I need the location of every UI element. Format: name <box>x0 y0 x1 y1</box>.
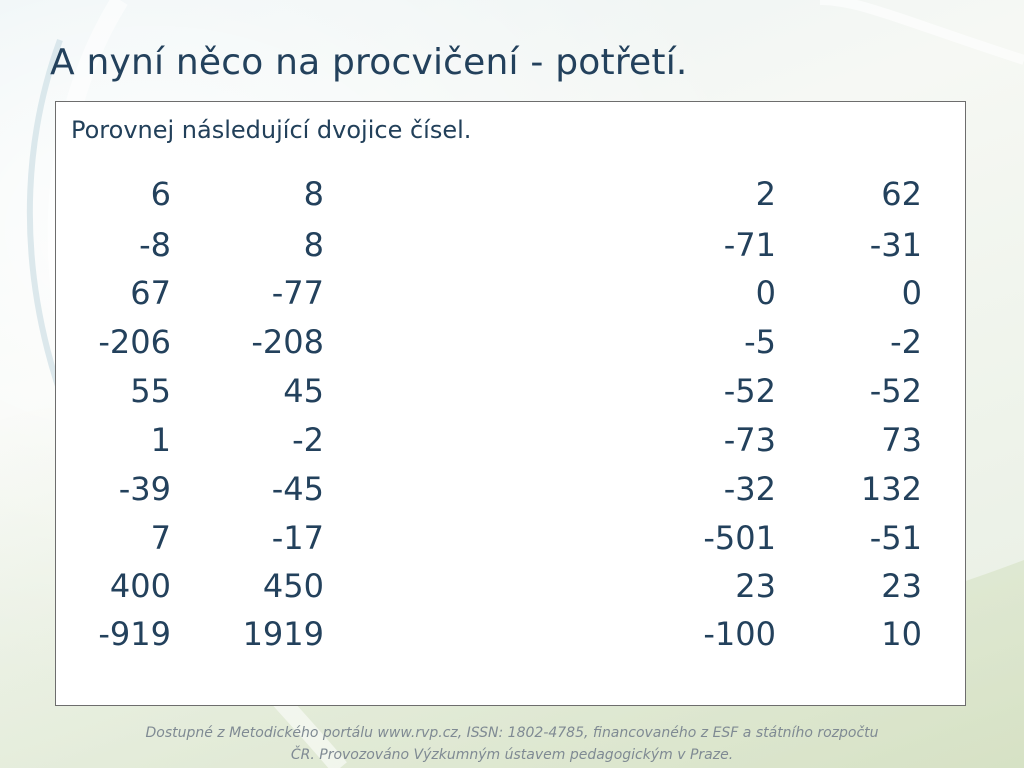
right-pair-first-number: -73 <box>723 421 776 459</box>
pair-row <box>56 518 967 558</box>
left-pair-second-number: 450 <box>262 567 324 605</box>
right-pair-first-number: 23 <box>735 567 776 605</box>
left-pair-first-number: 7 <box>150 519 171 557</box>
footer-credit <box>0 722 1024 766</box>
right-pair-second-number: 0 <box>901 274 922 312</box>
left-pair-second-number: -208 <box>251 323 324 361</box>
right-pair-second-number: 132 <box>860 470 922 508</box>
footer-line-1: Dostupné z Metodického portálu www.rvp.cz, ISSN: 1802-4785, financovaného z ESF a státního rozpočtu <box>145 725 879 741</box>
right-pair-first-number: 2 <box>755 175 776 213</box>
pair-row <box>56 614 967 654</box>
left-pair-first-number: 1 <box>150 421 171 459</box>
pair-row <box>56 420 967 460</box>
right-pair-first-number: -32 <box>723 470 776 508</box>
left-pair-first-number: 6 <box>150 175 171 213</box>
left-pair-first-number: -39 <box>118 470 171 508</box>
pair-row <box>56 566 967 606</box>
left-pair-second-number: -45 <box>271 470 324 508</box>
pair-row <box>56 273 967 313</box>
exercise-box <box>55 101 966 706</box>
left-pair-first-number: 67 <box>130 274 171 312</box>
left-pair-second-number: 45 <box>283 372 324 410</box>
right-pair-second-number: 23 <box>881 567 922 605</box>
left-pair-first-number: 55 <box>130 372 171 410</box>
right-pair-second-number: -2 <box>890 323 922 361</box>
left-pair-first-number: 400 <box>109 567 171 605</box>
footer-line-2: ČR. Provozováno Výzkumným ústavem pedagogickým v Praze. <box>290 747 734 763</box>
pair-row <box>56 469 967 509</box>
right-pair-second-number: 73 <box>881 421 922 459</box>
left-pair-first-number: -206 <box>98 323 171 361</box>
right-pair-first-number: -71 <box>723 226 776 264</box>
right-pair-first-number: 0 <box>755 274 776 312</box>
left-pair-second-number: -77 <box>271 274 324 312</box>
left-pair-second-number: -2 <box>292 421 324 459</box>
left-pair-second-number: 8 <box>303 226 324 264</box>
right-pair-second-number: -51 <box>869 519 922 557</box>
right-pair-first-number: -501 <box>703 519 776 557</box>
right-pair-second-number: 10 <box>881 615 922 653</box>
pair-row <box>56 174 967 214</box>
left-pair-second-number: 1919 <box>242 615 324 653</box>
pair-row <box>56 322 967 362</box>
left-pair-first-number: -8 <box>139 226 171 264</box>
instruction-text: Porovnej následující dvojice čísel. <box>71 116 472 144</box>
right-pair-second-number: -31 <box>869 226 922 264</box>
pair-row <box>56 371 967 411</box>
right-pair-second-number: 62 <box>881 175 922 213</box>
right-pair-first-number: -100 <box>703 615 776 653</box>
right-pair-second-number: -52 <box>869 372 922 410</box>
right-pair-first-number: -52 <box>723 372 776 410</box>
pair-row <box>56 225 967 265</box>
left-pair-first-number: -919 <box>98 615 171 653</box>
left-pair-second-number: 8 <box>303 175 324 213</box>
right-pair-first-number: -5 <box>744 323 776 361</box>
slide-title: A nyní něco na procvičení - potřetí. <box>50 42 688 83</box>
left-pair-second-number: -17 <box>271 519 324 557</box>
